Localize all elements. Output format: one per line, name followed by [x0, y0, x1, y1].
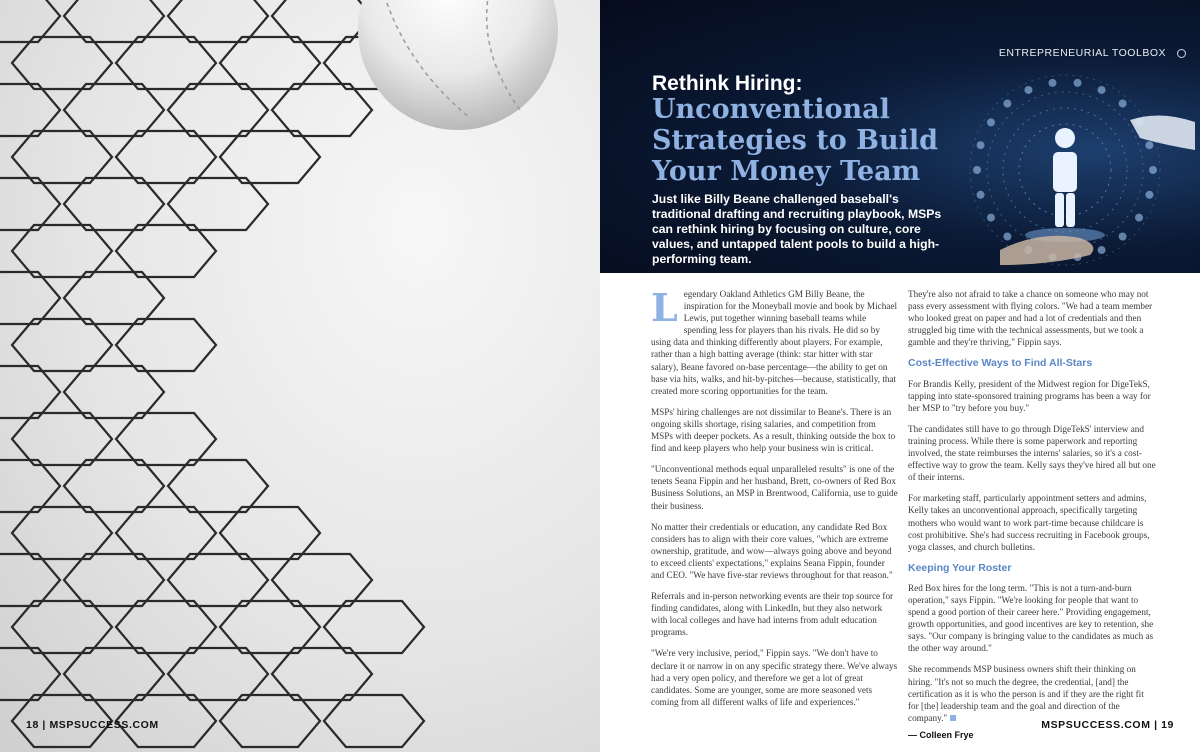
paragraph: Referrals and in-person networking events are their top source for finding candidates, along with LinkedIn, but they also network with local colleges and have had interns from adult education programs. — [651, 591, 894, 638]
article-column-2 — [908, 288, 1156, 741]
paragraph: For Brandis Kelly, president of the Midwest region for DigeTekS, tapping into state-sponsored training programs has been a way for her MSP to "try before you buy." — [908, 378, 1151, 413]
page-folio-right: MSPSUCCESS.COM | 19 — [1041, 719, 1174, 731]
right-page — [600, 0, 1200, 752]
paragraph: Legendary Oakland Athletics GM Billy Beane, the inspiration for the Moneyball movie and book by Michael Lewis, put together winning baseball teams while spending less for players than his rivals. He did so by using data and thinking differently about players. For example, rather than a high batting average (think: star hitter with star salary), Beane favored on-base percentage—the ability to get on base via hits, walks, and hit-by-pitches—because, statistically, that created more scoring opportunities for the team. — [651, 285, 898, 396]
subhead-roster: Keeping Your Roster — [908, 561, 1012, 574]
paragraph: "We're very inclusive, period," Fippin says. "We don't have to declare it or narrow in on any specific strategy there. We've always had a very open policy, and therefore we get a lot of great candidates. Some are younger, some are more seasoned vets coming from all different walks of life and experiences." — [651, 648, 898, 707]
baseball-image — [358, 0, 558, 130]
article-headline: Unconventional Strategies to Build Your Money Team — [652, 94, 938, 187]
paragraph: They're also not afraid to take a chance on someone who may not pass every assessment with flying colors. "We had a team member who looked great on paper and had a lot of credentials and then struggled big time with the technical assessments, but we took a gamble and they're thriving," Fippin says. — [908, 289, 1153, 348]
drop-cap: L — [651, 285, 678, 330]
digital-human-icon — [930, 60, 1200, 270]
hero-banner — [600, 0, 1200, 273]
paragraph: She recommends MSP business owners shift their thinking on hiring. "It's not so much the degree, the credential, [and] the certification as it is who the person is and if they are the right fit for [the] leadership team and the goal and direction of the company." — [908, 664, 1144, 723]
paragraph: "Unconventional methods equal unparalleled results" is one of the tenets Seana Fippin and her husband, Brett, co-owners of Red Box Business Solutions, an MSP in Brentwood, California, use to guide their business. — [651, 464, 898, 511]
paragraph: No matter their credentials or education, any candidate Red Box considers has to align with their core values, "which are extreme ownership, gratitude, and wow—always going above and beyond to exceed clients' expectations," explains Seana Fippin, founder and CEO. "We have five-star reviews throughout for that reason." — [651, 521, 893, 580]
paragraph: Red Box hires for the long term. "This is not a turn-and-burn operation," says Fippin. "We're looking for people that want to spend a good portion of their career here." Providing engagement, growth opportunities, and good incentives are key to retention, she says. "Our company is bringing value to the candidates as much as the other way around." — [908, 582, 1154, 654]
subhead-all-stars: Cost-Effective Ways to Find All-Stars — [908, 357, 1093, 370]
page-folio-left: 18 | MSPSUCCESS.COM — [26, 719, 159, 731]
byline: — Colleen Frye — [908, 729, 974, 740]
paragraph: MSPs' hiring challenges are not dissimilar to Beane's. There is an ongoing skills shortage, rising salaries, and competition from MSPs with deeper pockets. As a result, thinking outside the box to find and keep players who help your business win is critical. — [651, 406, 896, 454]
paragraph: The candidates still have to go through DigeTekS' interview and training process. While there is some paperwork and reporting involved, the state reimburses the interns' salaries, so it's a cost-effective way to grow the team. Kelly says they've hired all but one of their interns. — [908, 423, 1156, 483]
section-marker-icon — [1177, 49, 1186, 58]
paragraph: For marketing staff, particularly appointment setters and admins, Kelly takes an unconventional approach, specifically targeting mothers who would want to work part-time because childcare is cost prohibitive. She's had success recruiting in Facebook groups, yoga classes, and church bulletins. — [908, 493, 1150, 552]
article-dek: Just like Billy Beane challenged baseball's traditional drafting and recruiting playbook, MSPs can rethink hiring by focusing on culture, core values, and untapped talent pools to build a high-performing team. — [652, 192, 942, 266]
article-column-1 — [651, 285, 899, 717]
article-kicker: Rethink Hiring: — [652, 72, 803, 95]
end-mark-icon — [950, 715, 956, 721]
section-label: ENTREPRENEURIAL TOOLBOX — [998, 47, 1166, 59]
